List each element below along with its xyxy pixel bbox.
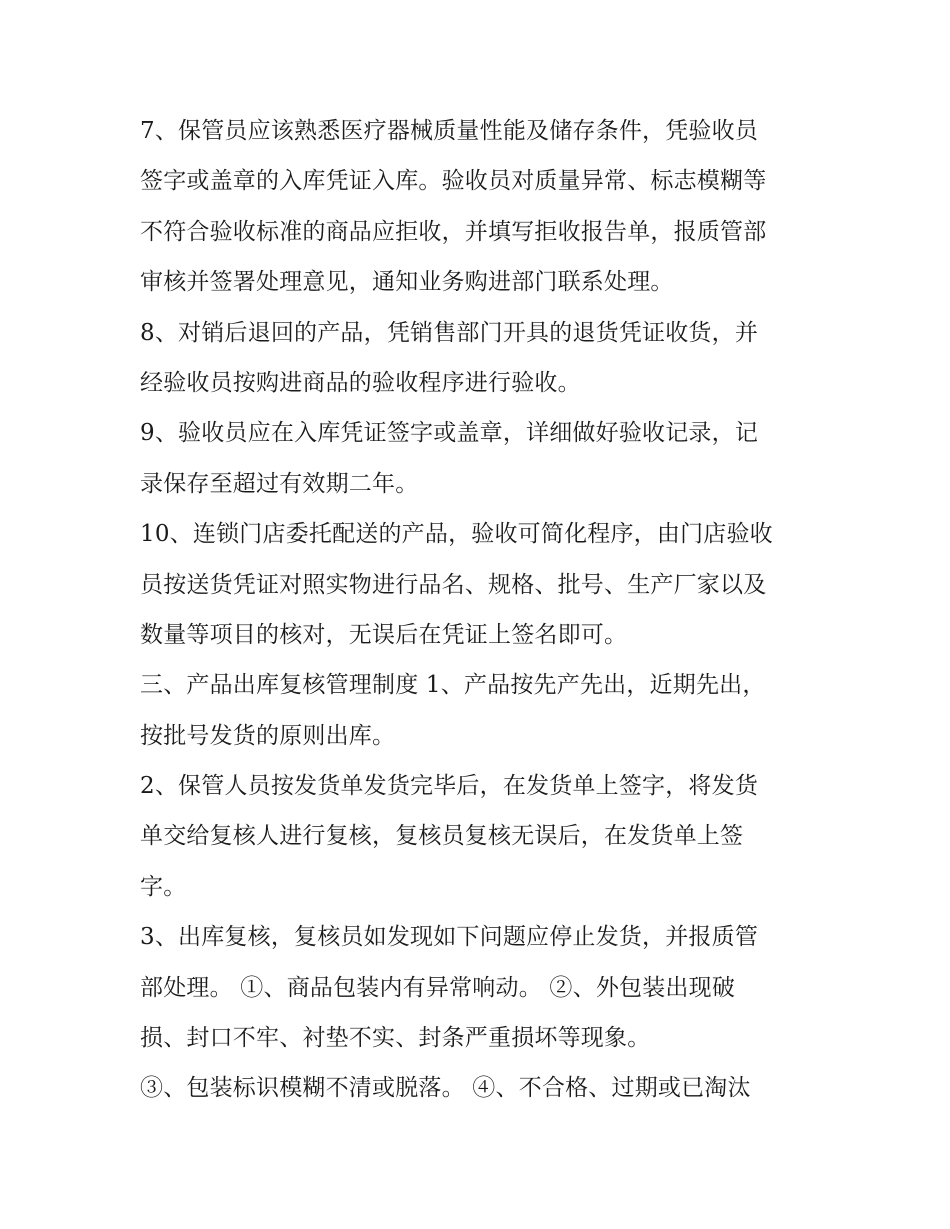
- text-line: 经验收员按购进商品的验收程序进行验收。: [140, 369, 581, 396]
- text-line: 审核并签署处理意见，通知业务购进部门联系处理。: [140, 269, 674, 296]
- text-line: 字。: [140, 873, 187, 900]
- text-line: 7、保管员应该熟悉医疗器械质量性能及储存条件，凭验收员: [140, 118, 759, 144]
- text-line: ③、包装标识模糊不清或脱落。 ④、不合格、过期或已淘汰: [140, 1075, 751, 1102]
- document-body: [140, 106, 820, 1114]
- text-line: 10、连锁门店委托配送的产品，验收可简化程序，由门店验收: [140, 521, 773, 548]
- text-line: 签字或盖章的入库凭证入库。验收员对质量异常、标志模糊等: [140, 168, 767, 195]
- text-line: 录保存至超过有效期二年。: [140, 470, 419, 497]
- text-line: 单交给复核人进行复核，复核员复核无误后，在发货单上签: [140, 823, 744, 850]
- text-line: 不符合验收标准的商品应拒收，并填写拒收报告单，报质管部: [140, 218, 767, 245]
- text-line: 9、验收员应在入库凭证签字或盖章，详细做好验收记录，记: [140, 420, 759, 447]
- text-line: 3、出库复核，复核员如发现如下问题应停止发货，并报质管: [140, 924, 759, 951]
- text-line: 损、封口不牢、衬垫不实、封条严重损坏等现象。: [140, 1025, 651, 1052]
- text-line: 按批号发货的原则出库。: [140, 722, 396, 749]
- text-line: 部处理。 ①、商品包装内有异常响动。 ②、外包装出现破: [140, 974, 736, 1001]
- text-line: 数量等项目的核对，无误后在凭证上签名即可。: [140, 621, 628, 648]
- text-line: 2、保管人员按发货单发货完毕后，在发货单上签字，将发货: [140, 773, 759, 800]
- text-line: 员按送货凭证对照实物进行品名、规格、批号、生产厂家以及: [140, 571, 767, 598]
- text-line: 8、对销后退回的产品，凭销售部门开具的退货凭证收货，并: [140, 319, 759, 346]
- text-line: 三、产品出库复核管理制度 1、产品按先产先出，近期先出，: [140, 672, 766, 699]
